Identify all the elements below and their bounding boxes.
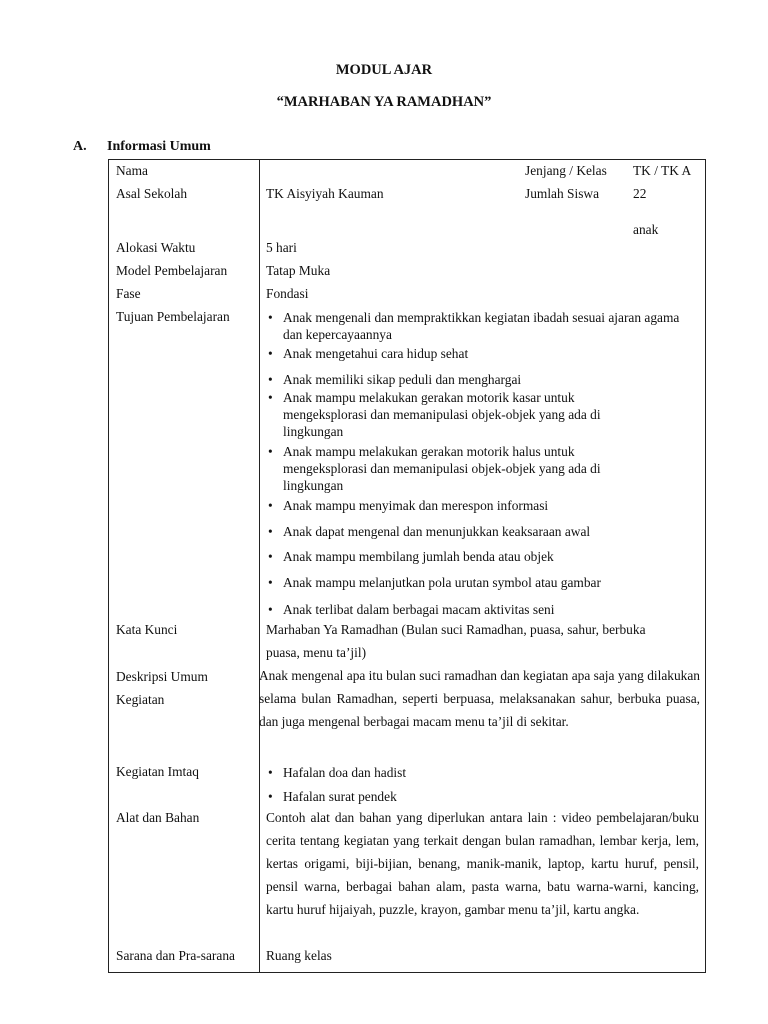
bullet-icon: • [268, 372, 273, 387]
section-title: Informasi Umum [107, 139, 211, 154]
tujuan-item: • Anak mampu melanjutkan pola urutan symbol atau gambar [268, 575, 601, 590]
tujuan-item: • Anak mampu melakukan gerakan motorik halus untuk mengeksplorasi dan memanipulasi objek-objek yang ada di lingkungan [268, 444, 601, 493]
table-column-divider [259, 159, 260, 973]
bullet-icon: • [268, 346, 273, 361]
bullet-icon: • [268, 549, 273, 564]
label-tujuan: Tujuan Pembelajaran [116, 309, 230, 324]
label-alokasi-waktu: Alokasi Waktu [116, 240, 196, 255]
jumlah-unit: anak [633, 222, 659, 237]
alat-value: Contoh alat dan bahan yang diperlukan antara lain : video pembelajaran/buku cerita tentang kegiatan yang terkait dengan bulan ramadhan, lembar kerja, lem, kertas origami, biji-bijian, benang, manik-manik, laptop, kartu huruf, pensil, pensil warna, berbagai bahan alam, pasta warna, batu warna-warni, kancing, kartu huruf hijaiyah, puzzle, krayon, gambar menu ta’jil, kartu angka. [266, 810, 699, 917]
label-nama: Nama [116, 163, 148, 178]
label-kata-kunci: Kata Kunci [116, 622, 178, 637]
tujuan-item: • Anak mengetahui cara hidup sehat [268, 346, 469, 361]
alokasi-value: 5 hari [266, 240, 297, 255]
imtaq-item: • Hafalan doa dan hadist [268, 765, 407, 780]
jenjang-label: Jenjang / Kelas [525, 163, 607, 178]
bullet-icon: • [268, 602, 273, 617]
imtaq-item: • Hafalan surat pendek [268, 789, 397, 804]
bullet-icon: • [268, 765, 273, 780]
tujuan-item: • Anak memiliki sikap peduli dan menghargai [268, 372, 522, 387]
document-subtitle: “MARHABAN YA RAMADHAN” [276, 94, 492, 110]
deskripsi-value: Anak mengenal apa itu bulan suci ramadhan dan kegiatan apa saja yang dilakukan selama bulan Ramadhan, seperti berpuasa, melaksanakan sahur, berbuka puasa, dan juga mengenal berbagai macam menu ta’jil di sekitar. [259, 668, 700, 729]
label-sarana: Sarana dan Pra-sarana [116, 948, 235, 963]
label-deskripsi-2: Kegiatan [116, 692, 165, 707]
section-heading [73, 139, 211, 155]
bullet-icon: • [268, 390, 273, 405]
model-value: Tatap Muka [266, 263, 331, 278]
tujuan-item: • Anak mengenali dan mempraktikkan kegiatan ibadah sesuai ajaran agama dan kepercayaannya [268, 310, 680, 342]
bullet-icon: • [268, 789, 273, 804]
document-title: MODUL AJAR [335, 62, 433, 78]
jumlah-label: Jumlah Siswa [525, 186, 600, 201]
bullet-icon: • [268, 575, 273, 590]
label-imtaq: Kegiatan Imtaq [116, 764, 199, 779]
tujuan-item: • Anak mampu membilang jumlah benda atau objek [268, 549, 554, 564]
label-asal-sekolah: Asal Sekolah [116, 186, 188, 201]
tujuan-item: • Anak mampu melakukan gerakan motorik kasar untuk mengeksplorasi dan memanipulasi objek-objek yang ada di lingkungan [268, 390, 601, 439]
kata-kunci-line-2: puasa, menu ta’jil) [266, 645, 367, 660]
fase-value: Fondasi [266, 286, 309, 301]
sekolah-value: TK Aisyiyah Kauman [266, 186, 384, 201]
label-deskripsi-1: Deskripsi Umum [116, 669, 208, 684]
bullet-icon: • [268, 310, 273, 325]
tujuan-item: • Anak dapat mengenal dan menunjukkan keaksaraan awal [268, 524, 591, 539]
kata-kunci-line-1: Marhaban Ya Ramadhan (Bulan suci Ramadhan, puasa, sahur, berbuka [266, 622, 646, 637]
bullet-icon: • [268, 524, 273, 539]
label-model: Model Pembelajaran [116, 263, 228, 278]
tujuan-item: • Anak terlibat dalam berbagai macam aktivitas seni [268, 602, 555, 617]
tujuan-item: • Anak mampu menyimak dan merespon informasi [268, 498, 549, 513]
jumlah-value: 22 [633, 186, 647, 201]
label-alat: Alat dan Bahan [116, 810, 200, 825]
bullet-icon: • [268, 444, 273, 459]
bullet-icon: • [268, 498, 273, 513]
jenjang-value: TK / TK A [633, 163, 692, 178]
label-fase: Fase [116, 286, 141, 301]
sarana-value: Ruang kelas [266, 948, 332, 963]
section-number: A. [73, 139, 87, 154]
